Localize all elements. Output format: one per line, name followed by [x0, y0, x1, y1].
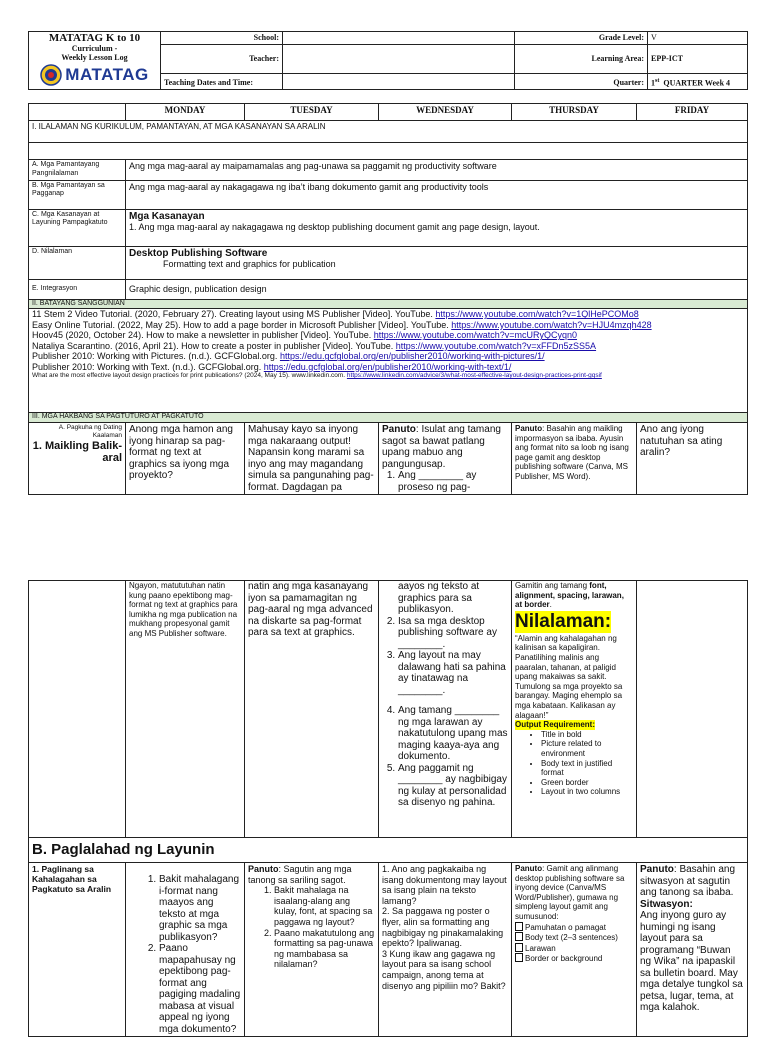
day-wednesday: WEDNESDAY: [379, 104, 512, 121]
quarter-label: Quarter:: [515, 74, 648, 90]
reference-item: 11 Stem 2 Video Tutorial. (2020, February 27). Creating layout using MS Publisher [Video]. YouTube. https://www.youtube.com/watch?v=1QlHePCOMo8: [32, 309, 639, 320]
thu-purpose: Panuto: Gamit ang alinmang desktop publishing software sa inyong device (Canva/MS Word/Publisher), gumawa ng simpleng layout gamit ang sumusunod: Pamuhatan o pamagat Body text (2–3 sentences) Larawan Border or background: [512, 863, 637, 1037]
mon-continued: Ngayon, matututuhan natin kung paano epektibong mag-format ng text at graphics para lumikha ng mga publication na mukhang propesyonal gamit ang MS Publisher software.: [126, 581, 245, 838]
cont-label: [29, 581, 126, 838]
reference-link[interactable]: https://edu.gcfglobal.org/en/publisher2010/working-with-text/1/: [263, 361, 512, 372]
teacher-value[interactable]: [283, 45, 515, 74]
row-3a-item: 1. Maikling Balik-aral: [32, 440, 122, 464]
quarter-value: 1st QUARTER Week 4: [648, 74, 748, 90]
checklist-item: Pamuhatan o pamagat: [515, 922, 633, 933]
dates-label: Teaching Dates and Time:: [161, 74, 283, 90]
tue-review: Mahusay kayo sa inyong mga nakaraang output! Napansin kong marami sa inyo ang may magandang simula sa pangunahing pag-format. Dagdagan pa: [245, 423, 379, 495]
reference-link[interactable]: https://www.youtube.com/watch?v=mcURyQCyqn0: [373, 330, 578, 341]
row-e-label: E. Integrasyon: [29, 279, 126, 299]
checkbox-icon[interactable]: [515, 932, 523, 941]
checklist-item: Body text (2–3 sentences): [515, 932, 633, 943]
reference-small: What are the most effective layout design practices for print publications? (2024, May 15). www.linkedin.com. https://www.linkedin.com/advice/3/what-most-effective-layout-design-practices-print-gqsif: [32, 372, 602, 380]
row-c-title: Mga Kasanayan: [129, 210, 205, 222]
checkbox-icon[interactable]: [515, 943, 523, 952]
mon-purpose-list: 1. Bakit mahalagang i-format nang maayos ang teksto at mga graphic sa mga publikasyon? 2. Paano mapapahusay ng epektibong pag-format ang pagiging madaling mabasa at visual appeal ng iyong mga dokumento?: [129, 874, 241, 1035]
thu-output-label: Output Requirement:: [515, 720, 595, 730]
fri-continued: [637, 581, 748, 838]
checkbox-icon[interactable]: [515, 953, 523, 962]
fri-situation-label: Sitwasyon:: [640, 898, 693, 910]
fri-review: Ano ang iyong natutuhan sa ating aralin?: [637, 423, 748, 495]
thu-heading: Nilalaman:: [515, 610, 612, 632]
reference-list: [32, 309, 744, 372]
fri-situation: Ang inyong guro ay humingi ng isang layout para sa programang “Buwan ng Wika” na ipapaskil sa bulletin board. May mga detalye tungkol sa petsa, lugar, tema, at mga kalahok.: [640, 910, 743, 1013]
row-d-label: D. Nilalaman: [29, 246, 126, 279]
row-e-text: Graphic design, publication design: [126, 279, 748, 299]
tue-purpose-list: 1. Bakit mahalaga na isaalang-alang ang kulay, font, at spacing sa paggawa ng layout? 2. Paano makatutulong ang formatting sa pag-unawa ng mambabasa sa nilalaman?: [248, 885, 375, 970]
dates-value[interactable]: [283, 74, 515, 90]
tue-continued: natin ang mga kasanayang iyon sa pamamagitan ng pag-aaral ng mga advanced na diskarte sa pag-format para sa text at graphics.: [245, 581, 379, 838]
mon-review: Anong mga hamon ang iyong hinarap sa pag-format ng text at graphics sa iyong mga proyekto?: [126, 423, 245, 495]
reference-link[interactable]: https://www.youtube.com/watch?v=xFFDn5zSS5A: [395, 340, 597, 351]
section2-title: II. BATAYANG SANGGUNIAN: [29, 299, 748, 309]
wed-purpose: 1. Ano ang pagkakaiba ng isang dokumentong may layout sa isang plain na teksto lamang? 2. Sa paggawa ng poster o flyer, alin sa formatting ang nagbibigay ng pinakamalaking epekto? Ipaliwanag. 3 Kung ikaw ang gagawa ng layout para sa isang school campaign, anong tema at disenyo ang pipiliin mo? Bakit?: [379, 863, 512, 1037]
checkbox-icon[interactable]: [515, 922, 523, 931]
tue-purpose: Panuto: Sagutin ang mga tanong sa sariling sagot. 1. Bakit mahalaga na isaalang-alang ang kulay, font, at spacing sa paggawa ng layout? 2. Paano makatutulong ang formatting sa pag-unawa ng mambabasa sa nilalaman?: [245, 863, 379, 1037]
row-a-text: Ang mga mag-aaral ay maipamamalas ang pag-unawa sa paggamit ng productivity software: [126, 160, 748, 181]
thu-review: Panuto: Basahin ang maikling impormasyon sa ibaba. Ayusin ang format nito sa loob ng isang page gamit ang desktop publishing software (Canva, MS Publisher, MS Word).: [512, 423, 637, 495]
checklist-item: Border or background: [515, 953, 633, 964]
row-d-title: Desktop Publishing Software: [129, 247, 268, 259]
output-requirement-item: • Picture related to environment: [541, 739, 633, 758]
day-friday: FRIDAY: [637, 104, 748, 121]
day-corner: [29, 104, 126, 121]
brand-title: MATATAG K to 10: [48, 32, 141, 44]
row-c-label: C. Mga Kasanayan at Layuning Pampagkatuto: [29, 209, 126, 246]
fri-purpose: Panuto: Basahin ang sitwasyon at sagutin ang tanong sa ibaba. Sitwasyon: Ang inyong guro ay humingi ng isang layout para sa programang “Buwan ng Wika” na ipapaskil sa bulletin board. May mga detalye tungkol sa petsa, lugar, tema, at mga kalahok.: [637, 863, 748, 1037]
row-3a-label-cell: [29, 423, 126, 495]
row-3a-label: A. Pagkuha ng Dating Kaalaman: [58, 424, 122, 439]
output-requirement-item: • Body text in justified format: [541, 759, 633, 778]
section1-title: I. ILALAMAN NG KURIKULUM, PAMANTAYAN, AT MGA KASANAYAN SA ARALIN: [29, 121, 748, 143]
sectionB-title: B. Paglalahad ng Layunin: [29, 838, 748, 863]
wed-review-list: 1. Ang ________ ay proseso ng pag-: [382, 470, 508, 493]
day-monday: MONDAY: [126, 104, 245, 121]
reference-link[interactable]: https://www.youtube.com/watch?v=HJU4mzqh428: [451, 319, 652, 330]
area-value: EPP-ICT: [648, 45, 748, 74]
wed-continued-list: 2. Isa sa mga desktop publishing software ay ________. 3. Ang layout na may dalawang hati sa pahina ay tinatawag na ________. 4. Ang tamang ________ ng mga larawan ay nakatutulong upang mas maging kaaya-aya ang dokumento. 5. Ang paggamit ng ________ ay nagbibigay ng kulay at personalidad sa disenyo ng pahina.: [382, 616, 508, 809]
row-c-cell: [126, 209, 748, 246]
wed-review: Panuto: Isulat ang tamang sagot sa bawat patlang upang mabuo ang pangungusap. 1. Ang ________ ay proseso ng pag-: [379, 423, 512, 495]
grade-value: V: [648, 32, 748, 45]
thu-output-list: [515, 730, 633, 797]
lesson-table-continued: [28, 580, 748, 1037]
deped-seal-icon: [40, 64, 62, 86]
header-table: [28, 31, 748, 90]
brand-cell: [29, 32, 161, 90]
reference-item: Publisher 2010: Working with Text. (n.d.). GCFGlobal.org. https://edu.gcfglobal.org/en/publisher2010/working-with-text/1/: [32, 361, 512, 372]
thu-quote: “Alamin ang kahalagahan ng kalinisan sa kapaligiran. Panatilihing malinis ang paaralan, tahanan, at paligid upang makaiwas sa sakit. Tumulong sa mga proyekto sa barangay. Maging ehemplo sa mga kabataan. Kalikasan ay alagaan!”: [515, 633, 623, 720]
row-b-text: Ang mga mag-aaral ay nakagagawa ng iba’t ibang dokumento gamit ang productivity tools: [126, 180, 748, 209]
output-requirement-item: • Title in bold: [541, 730, 633, 740]
row-d-cell: [126, 246, 748, 279]
teacher-label: Teacher:: [161, 45, 283, 74]
reference-item: Publisher 2010: Working with Pictures. (n.d.). GCFGlobal.org. https://edu.gcfglobal.org/en/publisher2010/working-with-pictures/1/: [32, 351, 545, 362]
reference-link[interactable]: https://edu.gcfglobal.org/en/publisher2010/working-with-pictures/1/: [279, 351, 545, 362]
references-cell: [29, 309, 748, 413]
wed-continued: aayos ng teksto at graphics para sa publikasyon. 2. Isa sa mga desktop publishing software ay ________. 3. Ang layout na may dalawang hati sa pahina ay tinatawag na ________. 4. Ang tamang ________ ng mga larawan ay nakatutulong upang mas maging kaaya-aya ang dokumento. 5. Ang paggamit ng ________ ay nagbibigay ng kulay at personalidad sa disenyo ng pahina.: [379, 581, 512, 838]
reference-item: Hoov45 (2020, October 24). How to make a newsletter in publisher [Video]. YouTube. https://www.youtube.com/watch?v=mcURyQCyqn0: [32, 330, 578, 341]
thu-checklist: [515, 922, 633, 964]
brand-subtitle-2: Weekly Lesson Log: [61, 53, 128, 62]
row-c-text: 1. Ang mga mag-aaral ay nakagagawa ng desktop publishing document gamit ang page design, layout.: [129, 222, 540, 232]
row-a-label: A. Mga Pamantayang Pangnilalaman: [29, 160, 126, 181]
brand-subtitle-1: Curriculum -: [71, 44, 118, 53]
output-requirement-item: • Layout in two columns: [541, 787, 633, 797]
day-tuesday: TUESDAY: [245, 104, 379, 121]
grade-label: Grade Level:: [515, 32, 648, 45]
section3-title: III. MGA HAKBANG SA PAGTUTURO AT PAGKATUTO: [29, 413, 748, 423]
output-requirement-item: • Green border: [541, 778, 633, 788]
logo-text: MATATAG: [65, 65, 149, 84]
reference-item: Nataliya Scarantino. (2016, April 21). How to create a poster in publisher [Video]. YouTube. https://www.youtube.com/watch?v=xFFDn5zSS5A: [32, 340, 597, 351]
reference-item: Easy Online Tutorial. (2022, May 25). How to add a page border in Microsoft Publisher [Video]. YouTube. https://www.youtube.com/watch?v=HJU4mzqh428: [32, 319, 652, 330]
reference-small-link[interactable]: https://www.linkedin.com/advice/3/what-most-effective-layout-design-practices-print-gqsif: [346, 372, 602, 380]
logo: [29, 64, 160, 86]
area-label: Learning Area:: [515, 45, 648, 74]
day-thursday: THURSDAY: [512, 104, 637, 121]
lesson-table: [28, 103, 748, 495]
mon-purpose: [126, 863, 245, 1037]
checklist-item: Larawan: [515, 943, 633, 954]
spacer-row: [29, 143, 748, 160]
row-b-label: B. Mga Pamantayan sa Pagganap: [29, 180, 126, 209]
row-d-text: Formatting text and graphics for publication: [163, 259, 336, 269]
reference-link[interactable]: https://www.youtube.com/watch?v=1QlHePCOMo8: [435, 309, 639, 320]
school-label: School:: [161, 32, 283, 45]
thu-continued: Gamitin ang tamang font, alignment, spacing, larawan, at border. Nilalaman: “Alamin ang kahalagahan ng kalinisan sa kapaligiran. Panatilihing malinis ang paaralan, tahanan, at paligid upang makaiwas sa sakit. Tumulong sa mga proyekto sa barangay. Maging ehemplo sa mga kabataan. Kalikasan ay alagaan!” Output Requirement: • Title in bold • Picture related to environment • Body text in justified format • Green border • Layout in two columns: [512, 581, 637, 838]
sectionB-label: 1. Paglinang sa Kahalagahan sa Pagkatuto sa Aralin: [29, 863, 126, 1037]
school-value[interactable]: [283, 32, 515, 45]
